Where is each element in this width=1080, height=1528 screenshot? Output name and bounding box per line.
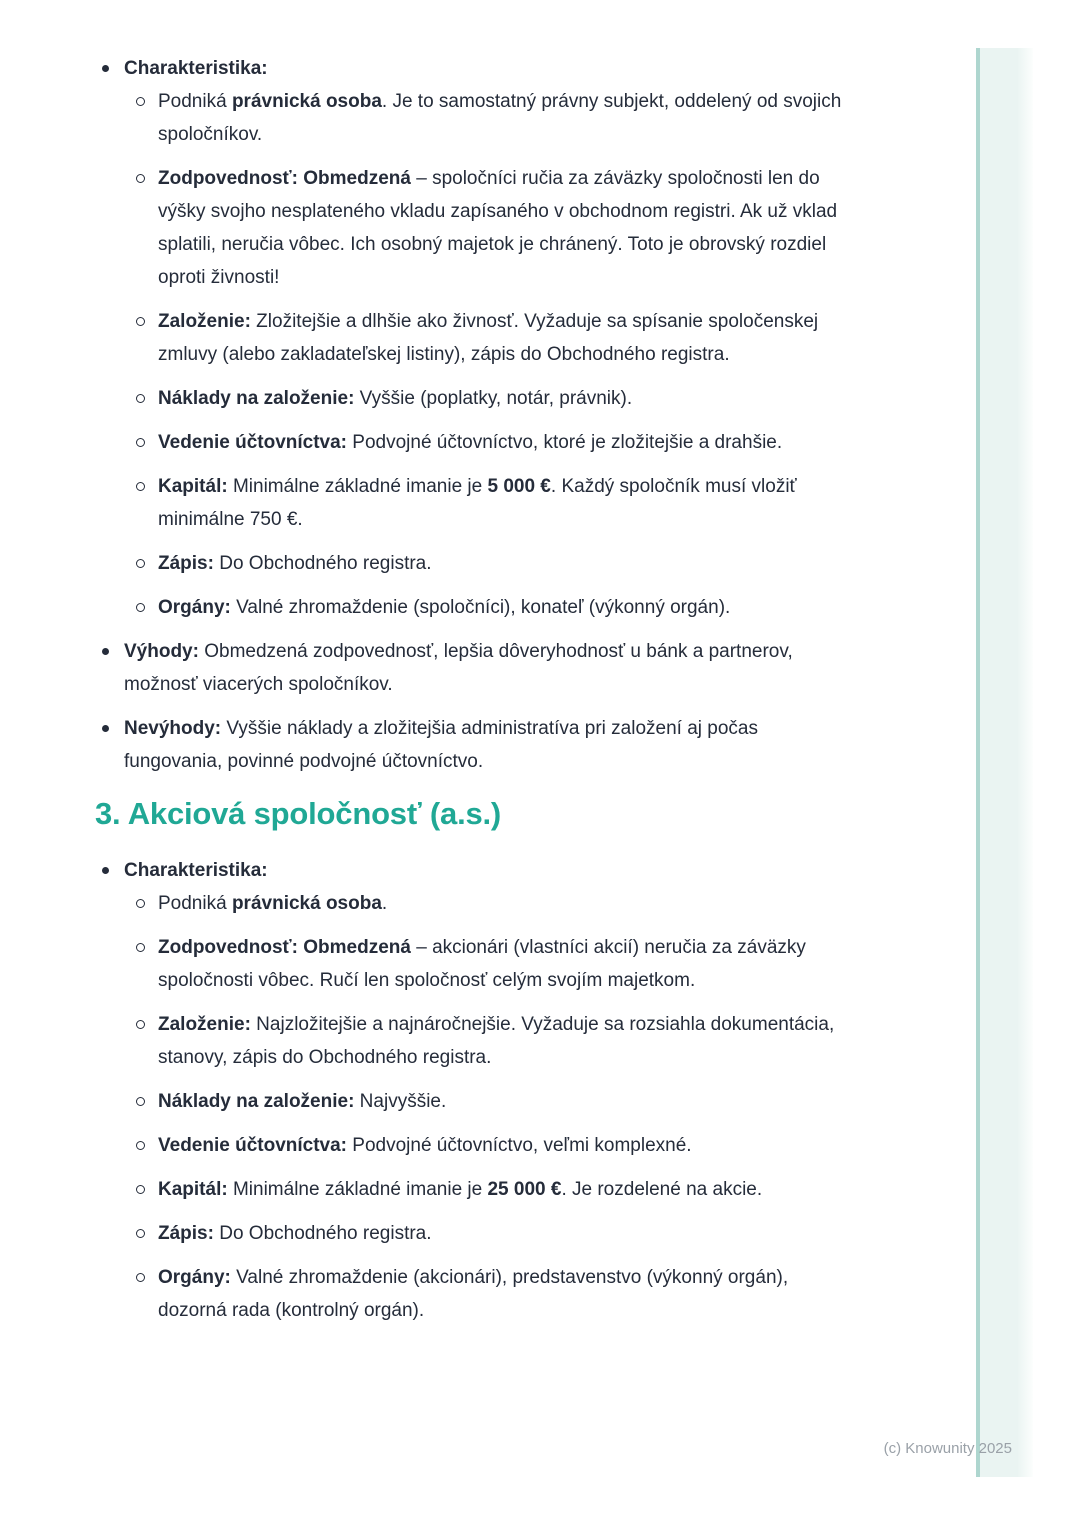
circle-bullet-icon [136,317,145,326]
circle-bullet-icon [136,1229,145,1238]
circle-bullet-icon [136,1020,145,1029]
accent-bar [976,48,1033,1477]
disc-bullet-icon [102,65,109,72]
list-item [90,426,848,459]
item-text: Zápis: Do Obchodného registra. [158,1223,432,1244]
item-text: Orgány: Valné zhromaždenie (akcionári), predstavenstvo (výkonný orgán), dozorná rada (kontrolný orgán). [158,1267,789,1321]
circle-bullet-icon [136,438,145,447]
list-item [90,382,848,415]
circle-bullet-icon [136,1273,145,1282]
item-text: Charakteristika: [124,860,268,881]
item-text: Vedenie účtovníctva: Podvojné účtovníctvo, ktoré je zložitejšie a drahšie. [158,432,783,453]
item-text: Založenie: Zložitejšie a dlhšie ako živnosť. Vyžaduje sa spísanie spoločenskej zmluvy (alebo zakladateľskej listiny), zápis do Obchodného registra. [158,311,819,365]
circle-bullet-icon [136,1141,145,1150]
disc-bullet-icon [102,867,109,874]
bullet-list [90,854,848,1327]
list-item [90,887,848,920]
disc-bullet-icon [102,648,109,655]
list-item [90,85,848,151]
list-item [90,547,848,580]
circle-bullet-icon [136,899,145,908]
list-item [90,854,848,887]
list-item [90,1085,848,1118]
circle-bullet-icon [136,394,145,403]
circle-bullet-icon [136,97,145,106]
circle-bullet-icon [136,603,145,612]
item-text: Nevýhody: Vyššie náklady a zložitejšia administratíva pri založení aj počas fungovania, povinné podvojné účtovníctvo. [124,718,758,772]
list-item [90,52,848,85]
list-item [90,470,848,536]
item-text: Zápis: Do Obchodného registra. [158,553,432,574]
bullet-list [90,52,848,778]
item-text: Podniká právnická osoba. Je to samostatný právny subjekt, oddelený od svojich spoločníkov. [158,91,842,145]
item-text: Náklady na založenie: Vyššie (poplatky, notár, právnik). [158,388,633,409]
item-text: Podniká právnická osoba. [158,893,388,914]
item-text: Kapitál: Minimálne základné imanie je 5 000 €. Každý spoločník musí vložiť minimálne 750 €. [158,476,797,530]
item-text: Výhody: Obmedzená zodpovednosť, lepšia dôveryhodnosť u bánk a partnerov, možnosť viacerých spoločníkov. [124,641,793,695]
list-item [90,591,848,624]
circle-bullet-icon [136,1185,145,1194]
item-text: Zodpovednosť: Obmedzená – akcionári (vlastníci akcií) neručia za záväzky spoločnosti vôbec. Ručí len spoločnosť celým svojím majetkom. [158,937,806,991]
list-item [90,712,848,778]
item-text: Náklady na založenie: Najvyššie. [158,1091,447,1112]
item-text: Zodpovednosť: Obmedzená – spoločníci ručia za záväzky spoločnosti len do výšky svojho nesplateného vkladu zapísaného v obchodnom registri. Ak už vklad splatili, neručia vôbec. Ich osobný majetok je chránený. Toto je obrovský rozdiel oproti živnosti! [158,168,838,288]
item-text: Kapitál: Minimálne základné imanie je 25 000 €. Je rozdelené na akcie. [158,1179,763,1200]
circle-bullet-icon [136,174,145,183]
circle-bullet-icon [136,1097,145,1106]
circle-bullet-icon [136,943,145,952]
item-text: Založenie: Najzložitejšie a najnáročnejšie. Vyžaduje sa rozsiahla dokumentácia, stanovy, zápis do Obchodného registra. [158,1014,835,1068]
item-text: Charakteristika: [124,58,268,79]
list-item [90,1129,848,1162]
list-item [90,1008,848,1074]
list-item [90,1261,848,1327]
circle-bullet-icon [136,559,145,568]
list-item [90,162,848,294]
circle-bullet-icon [136,482,145,491]
list-item [90,931,848,997]
disc-bullet-icon [102,725,109,732]
item-text: Orgány: Valné zhromaždenie (spoločníci), konateľ (výkonný orgán). [158,597,731,618]
list-item [90,1173,848,1206]
item-text: Vedenie účtovníctva: Podvojné účtovníctvo, veľmi komplexné. [158,1135,692,1156]
list-item [90,305,848,371]
content [90,52,848,1338]
list-item [90,635,848,701]
copyright-footer: (c) Knowunity 2025 [883,1440,1012,1457]
section-heading: 3. Akciová spoločnosť (a.s.) [95,796,502,831]
list-item [90,1217,848,1250]
